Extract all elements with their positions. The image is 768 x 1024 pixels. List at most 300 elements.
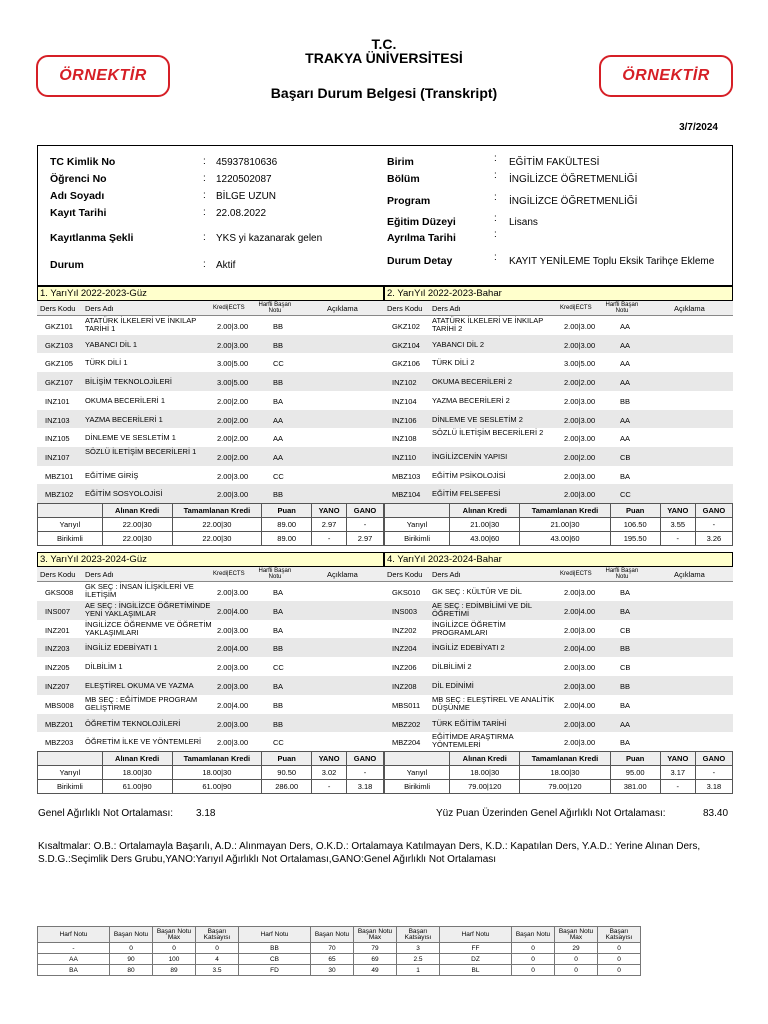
column-header-row [37,567,384,582]
stat-cell: 2.97 [347,532,384,546]
course-row [37,638,384,657]
stat-cell: - [347,518,384,532]
grade-cell: 0 [512,954,555,965]
course-credit: 2.00|3.00 [217,471,249,481]
course-row [37,353,384,372]
student-field-label: Ayrılma Tarihi [387,232,456,244]
student-field-value: YKS yi kazanarak gelen [216,233,323,244]
grade-cell: 0 [598,943,641,954]
semester-stats-table [384,503,733,546]
col-note: Açıklama [327,570,358,579]
grade-cell: 65 [311,954,354,965]
stat-cell: 61.00|90 [102,780,172,794]
student-field-value: EĞİTİM FAKÜLTESİ [509,157,600,168]
course-row [384,372,733,391]
course-code: GKZ104 [392,340,420,350]
grade-cell: BA [38,965,110,976]
stat-header [385,752,450,766]
stat-cell: 106.50 [610,518,660,532]
course-code: GKZ107 [45,378,73,388]
course-credit: 2.00|3.00 [217,340,249,350]
stat-cell: 22.00|30 [172,518,262,532]
stat-header [38,752,103,766]
course-name: ÖĞRETİM İLKE VE YÖNTEMLERİ [85,737,202,747]
course-grade: AA [620,340,631,350]
grade-cell: 30 [311,965,354,976]
course-name: MB SEÇ : EĞİTİMDE PROGRAM GELİŞTİRME [85,694,198,712]
course-row [37,447,384,466]
stat-cell: - [347,766,384,780]
col-credit: Kredi|ECTS [213,305,245,311]
course-code: MBZ103 [392,471,421,481]
course-name: EĞİTİM PSİKOLOJİSİ [432,470,506,480]
stat-cell: 195.50 [610,532,660,546]
course-grade: BA [620,606,631,616]
course-credit: 3.00|5.00 [564,359,596,369]
grade-header: Harf Notu [38,927,110,943]
course-row [384,353,733,372]
course-grade: CB [620,452,631,462]
course-grade: AA [620,434,631,444]
stat-cell: 79.00|120 [450,780,520,794]
course-grade: BA [620,471,631,481]
stat-cell: Yarıyıl [38,518,103,532]
course-credit: 2.00|3.00 [564,682,596,691]
semester-title: 4. YarıYıl 2023-2024-Bahar [384,552,733,567]
col-grade: Harfli Başarı Notu [258,568,292,580]
course-grade: BA [273,588,284,597]
course-name: DİNLEME VE SESLETİM 2 [432,414,523,424]
course-credit: 2.00|2.00 [217,396,249,406]
stat-cell: 3.26 [695,532,732,546]
course-credit: 2.00|4.00 [564,606,596,616]
course-credit: 2.00|3.00 [217,738,249,748]
student-field-value: KAYIT YENİLEME Toplu Eksik Tarihçe Ekleme [509,256,715,267]
course-name: TÜRK DİLİ 2 [432,358,475,368]
stat-header: YANO [660,504,695,518]
course-code: GKZ102 [392,322,420,331]
course-grade: BB [273,322,284,331]
course-code: MBZ204 [392,738,421,748]
course-row [37,466,384,485]
col-note: Açıklama [327,304,358,313]
stat-cell: 21.00|30 [520,518,610,532]
course-code: INZ203 [45,644,70,654]
course-credit: 2.00|2.00 [564,378,596,388]
colon: : [203,232,206,243]
grade-cell: 79 [354,943,397,954]
stat-cell: - [312,532,347,546]
course-credit: 2.00|2.00 [564,452,596,462]
col-name: Ders Adı [85,570,114,579]
course-grade: BA [273,682,284,691]
student-field-label: Kayıtlanma Şekli [50,232,134,244]
sample-stamp-right: ÖRNEKTİR [599,55,733,97]
stat-cell: 43.00|60 [520,532,610,546]
col-credit: Kredi|ECTS [560,571,592,577]
student-field-value: 45937810636 [216,157,278,168]
course-row [37,410,384,429]
student-field-label: Bölüm [387,173,420,185]
course-name: GK SEÇ : KÜLTÜR VE DİL [432,587,522,596]
col-grade: Harfli Başarı Notu [605,302,639,314]
course-name: BİLİŞİM TEKNOLOJİLERİ [85,377,172,387]
semester-stats-table [384,751,733,794]
grade-cell: 0 [196,943,239,954]
stat-cell: 18.00|30 [102,766,172,780]
course-grade: CC [273,359,284,369]
grade-cell: 29 [555,943,598,954]
course-code: MBZ201 [45,719,74,729]
course-code: MBZ101 [45,471,74,481]
col-name: Ders Adı [432,304,461,313]
stat-cell: 286.00 [262,780,312,794]
course-credit: 2.00|3.00 [217,322,249,331]
grade-header: Başarı Katsayısı [397,927,440,943]
course-row [37,676,384,695]
course-code: INZ105 [45,434,70,444]
course-grade: BB [620,396,631,406]
grade-cell: 89 [153,965,196,976]
course-row [37,372,384,391]
semester-title: 1. YarıYıl 2022-2023-Güz [37,286,384,301]
course-credit: 2.00|3.00 [564,738,596,748]
col-name: Ders Adı [432,570,461,579]
course-code: GKZ101 [45,322,73,331]
course-code: MBZ203 [45,738,74,748]
course-name: OKUMA BECERİLERİ 2 [432,377,513,387]
course-row [384,620,733,639]
course-grade: BA [273,606,284,616]
colon: : [203,173,206,184]
course-code: INZ207 [45,682,70,691]
course-name: DİNLEME VE SESLETİM 1 [85,433,176,443]
course-credit: 2.00|3.00 [564,471,596,481]
course-grade: BB [273,490,284,500]
course-grade: BA [273,396,284,406]
student-field-label: Kayıt Tarihi [50,207,107,219]
course-credit: 2.00|3.00 [564,719,596,729]
course-name: YABANCI DİL 2 [432,339,485,349]
course-credit: 2.00|3.00 [217,625,249,635]
grade-header: Başarı Notu Max [153,927,196,943]
course-row [384,582,733,601]
student-field-value: İNGİLİZCE ÖĞRETMENLİĞİ [509,196,638,207]
course-row [37,732,384,751]
course-credit: 3.00|5.00 [217,359,249,369]
course-credit: 2.00|3.00 [217,682,249,691]
stat-header: Alınan Kredi [450,504,520,518]
stat-header: Alınan Kredi [102,752,172,766]
course-name: OKUMA BECERİLERİ 1 [85,395,166,405]
stat-cell: 22.00|30 [172,532,262,546]
course-grade: BB [620,682,631,691]
course-row [384,428,733,447]
course-row [384,447,733,466]
grade-cell: FD [239,965,311,976]
col-code: Ders Kodu [40,304,76,313]
course-credit: 2.00|3.00 [564,663,596,673]
stat-cell: 18.00|30 [450,766,520,780]
column-header-row [37,301,384,316]
course-credit: 2.00|3.00 [564,625,596,635]
col-grade: Harfli Başarı Notu [605,568,639,580]
column-header-row [384,567,733,582]
course-code: INZ107 [45,452,70,462]
sample-stamp-left: ÖRNEKTİR [36,55,170,97]
course-credit: 2.00|3.00 [564,434,596,444]
grade-cell: 0 [555,954,598,965]
grade-cell: DZ [440,954,512,965]
stat-header: GANO [347,752,384,766]
course-grade: CC [273,471,284,481]
course-row [37,695,384,714]
grade-cell: FF [440,943,512,954]
course-name: EĞİTİME GİRİŞ [85,470,139,480]
course-code: GKS010 [392,588,421,597]
student-field-value: BİLGE UZUN [216,191,277,202]
course-grade: BB [273,719,284,729]
semester-stats-table [37,503,384,546]
student-field-label: Birim [387,156,414,168]
course-row [384,410,733,429]
col-note: Açıklama [674,304,705,313]
stat-cell: Birikimli [38,532,103,546]
grade-header: Başarı Notu Max [354,927,397,943]
colon: : [494,170,497,181]
course-name: GK SEÇ : İNSAN İLİŞKİLERİ VE İLETİŞİM [85,582,194,599]
course-code: INS007 [45,606,71,616]
course-code: INZ206 [392,663,417,673]
stat-header: Puan [262,504,312,518]
grade-cell: 80 [110,965,153,976]
student-field-label: Öğrenci No [50,173,107,185]
course-row [37,484,384,503]
stat-cell: - [695,518,732,532]
stat-header: Tamamlanan Kredi [520,504,610,518]
course-name: ELEŞTİREL OKUMA VE YAZMA [85,681,194,690]
course-grade: BB [620,644,631,654]
grade-cell: BB [239,943,311,954]
course-name: İNGİLİZCENİN YAPISI [432,451,508,461]
grade-cell: 4 [196,954,239,965]
grade-cell: 0 [153,943,196,954]
stat-cell: Birikimli [38,780,103,794]
course-row [384,714,733,733]
course-row [384,484,733,503]
stat-header: Puan [610,504,660,518]
semester-title: 2. YarıYıl 2022-2023-Bahar [384,286,733,301]
course-code: INZ204 [392,644,417,654]
course-credit: 2.00|4.00 [217,700,249,710]
grade-cell: 0 [512,943,555,954]
semester-stats-table [37,751,384,794]
course-grade: BA [620,700,631,710]
course-grade: AA [620,378,631,388]
stat-header: Tamamlanan Kredi [172,504,262,518]
grade-cell: 0 [598,954,641,965]
course-name: DİLBİLİMİ 2 [432,662,472,672]
colon: : [203,259,206,270]
course-name: TÜRK EĞİTİM TARİHİ [432,718,507,728]
grade-cell: 49 [354,965,397,976]
stat-cell: 3.55 [660,518,695,532]
colon: : [494,192,497,203]
student-field-label: Durum [50,259,84,271]
course-credit: 2.00|3.00 [564,490,596,500]
colon: : [203,156,206,167]
col-note: Açıklama [674,570,705,579]
stat-header: GANO [347,504,384,518]
grade-header: Başarı Notu [311,927,354,943]
course-code: INS003 [392,606,418,616]
stat-header: Puan [610,752,660,766]
course-code: GKZ105 [45,359,73,369]
course-code: INZ103 [45,415,70,425]
print-date: 3/7/2024 [679,122,718,133]
course-code: INZ104 [392,396,417,406]
course-credit: 2.00|3.00 [564,340,596,350]
course-name: SÖZLÜ İLETİŞİM BECERİLERİ 2 [432,428,544,438]
stat-header: GANO [695,752,732,766]
student-field-label: Eğitim Düzeyi [387,216,456,228]
stat-cell: 18.00|30 [520,766,610,780]
stat-cell: - [312,780,347,794]
stat-header [385,504,450,518]
course-name: ATATÜRK İLKELERİ VE İNKILAP TARİHİ 2 [432,316,544,333]
course-code: MBZ102 [45,490,74,500]
grade-header: Başarı Notu [110,927,153,943]
course-row [384,601,733,620]
course-grade: CB [620,663,631,673]
course-grade: BB [273,378,284,388]
student-field-value: Lisans [509,217,538,228]
course-credit: 2.00|3.00 [217,719,249,729]
course-credit: 2.00|2.00 [217,452,249,462]
course-grade: BA [620,738,631,748]
column-header-row [384,301,733,316]
stat-cell: 3.18 [695,780,732,794]
stat-header: Alınan Kredi [450,752,520,766]
course-row [37,582,384,601]
course-grade: CB [620,625,631,635]
col-code: Ders Kodu [387,304,423,313]
colon: : [203,207,206,218]
course-row [37,428,384,447]
grade-cell: - [38,943,110,954]
course-code: INZ205 [45,663,70,673]
course-code: INZ101 [45,396,70,406]
grade-header: Harf Notu [440,927,512,943]
course-code: GKS008 [45,588,74,597]
course-name: İNGİLİZ EDEBİYATI 2 [432,643,505,653]
student-field-label: TC Kimlik No [50,156,116,168]
stat-cell: - [695,766,732,780]
grade-cell: 90 [110,954,153,965]
stat-cell: Yarıyıl [38,766,103,780]
gano-value: 3.18 [196,808,216,819]
col-code: Ders Kodu [387,570,423,579]
grade-cell: 69 [354,954,397,965]
course-name: AE SEÇ : İNGİLİZCE ÖĞRETİMİNDE YENİ YAKLAŞIMLAR [85,600,211,618]
course-grade: CC [620,490,631,500]
course-code: INZ108 [392,434,417,444]
semester-title: 3. YarıYıl 2023-2024-Güz [37,552,384,567]
header-tc: T.C. [371,36,397,52]
course-grade: AA [620,322,631,331]
course-row [384,638,733,657]
course-credit: 2.00|4.00 [217,644,249,654]
stat-header: YANO [312,504,347,518]
course-grade: AA [273,415,284,425]
course-grade: CC [273,738,284,748]
stat-cell: 22.00|30 [102,532,172,546]
student-field-label: Durum Detay [387,255,453,267]
stat-cell: 89.00 [262,518,312,532]
course-code: MBZ104 [392,490,421,500]
course-code: INZ201 [45,625,70,635]
course-row [37,316,384,335]
stat-header: YANO [660,752,695,766]
header-university: TRAKYA ÜNİVERSİTESİ [305,50,463,66]
course-grade: BB [273,340,284,350]
grade-header: Başarı Notu Max [555,927,598,943]
stat-cell: 89.00 [262,532,312,546]
course-row [384,391,733,410]
yuz-puan-value: 83.40 [703,808,729,819]
course-code: INZ202 [392,625,417,635]
course-name: DİLBİLİM 1 [85,662,123,672]
course-code: MBZ202 [392,719,421,729]
course-row [384,335,733,354]
stat-header [38,504,103,518]
course-credit: 2.00|3.00 [564,588,596,597]
course-code: INZ106 [392,415,417,425]
course-row [384,657,733,676]
grade-header: Harf Notu [239,927,311,943]
course-credit: 2.00|3.00 [217,588,249,597]
course-row [384,732,733,751]
course-row [384,316,733,335]
course-name: İNGİLİZ EDEBİYATI 1 [85,643,158,653]
course-name: DİL EDİNİMİ [432,681,474,690]
course-code: INZ208 [392,682,417,691]
col-credit: Kredi|ECTS [560,305,592,311]
course-name: YAZMA BECERİLERİ 2 [432,395,510,405]
col-grade: Harfli Başarı Notu [258,302,292,314]
course-credit: 2.00|4.00 [217,606,249,616]
yuz-puan-label: Yüz Puan Üzerinden Genel Ağırlıklı Not Ortalaması: [436,808,666,819]
page-title: Başarı Durum Belgesi (Transkript) [270,85,498,101]
grade-cell: 0 [555,965,598,976]
stat-cell: 3.17 [660,766,695,780]
course-code: GKZ106 [392,359,420,369]
colon: : [203,190,206,201]
course-name: AE SEÇ : EDİMBİLİMİ VE DİL ÖĞRETİMİ [432,600,532,618]
grade-scale-table [37,926,641,976]
col-name: Ders Adı [85,304,114,313]
grade-header: Başarı Katsayısı [196,927,239,943]
course-code: MBS008 [45,700,74,710]
course-name: MB SEÇ : ELEŞTİREL VE ANALİTİK DÜŞÜNME [432,694,555,712]
stat-cell: 43.00|60 [450,532,520,546]
stat-cell: Yarıyıl [385,518,450,532]
course-credit: 2.00|4.00 [564,644,596,654]
grade-cell: 70 [311,943,354,954]
colon: : [494,229,497,240]
course-code: MBS011 [392,700,421,710]
course-row [37,391,384,410]
